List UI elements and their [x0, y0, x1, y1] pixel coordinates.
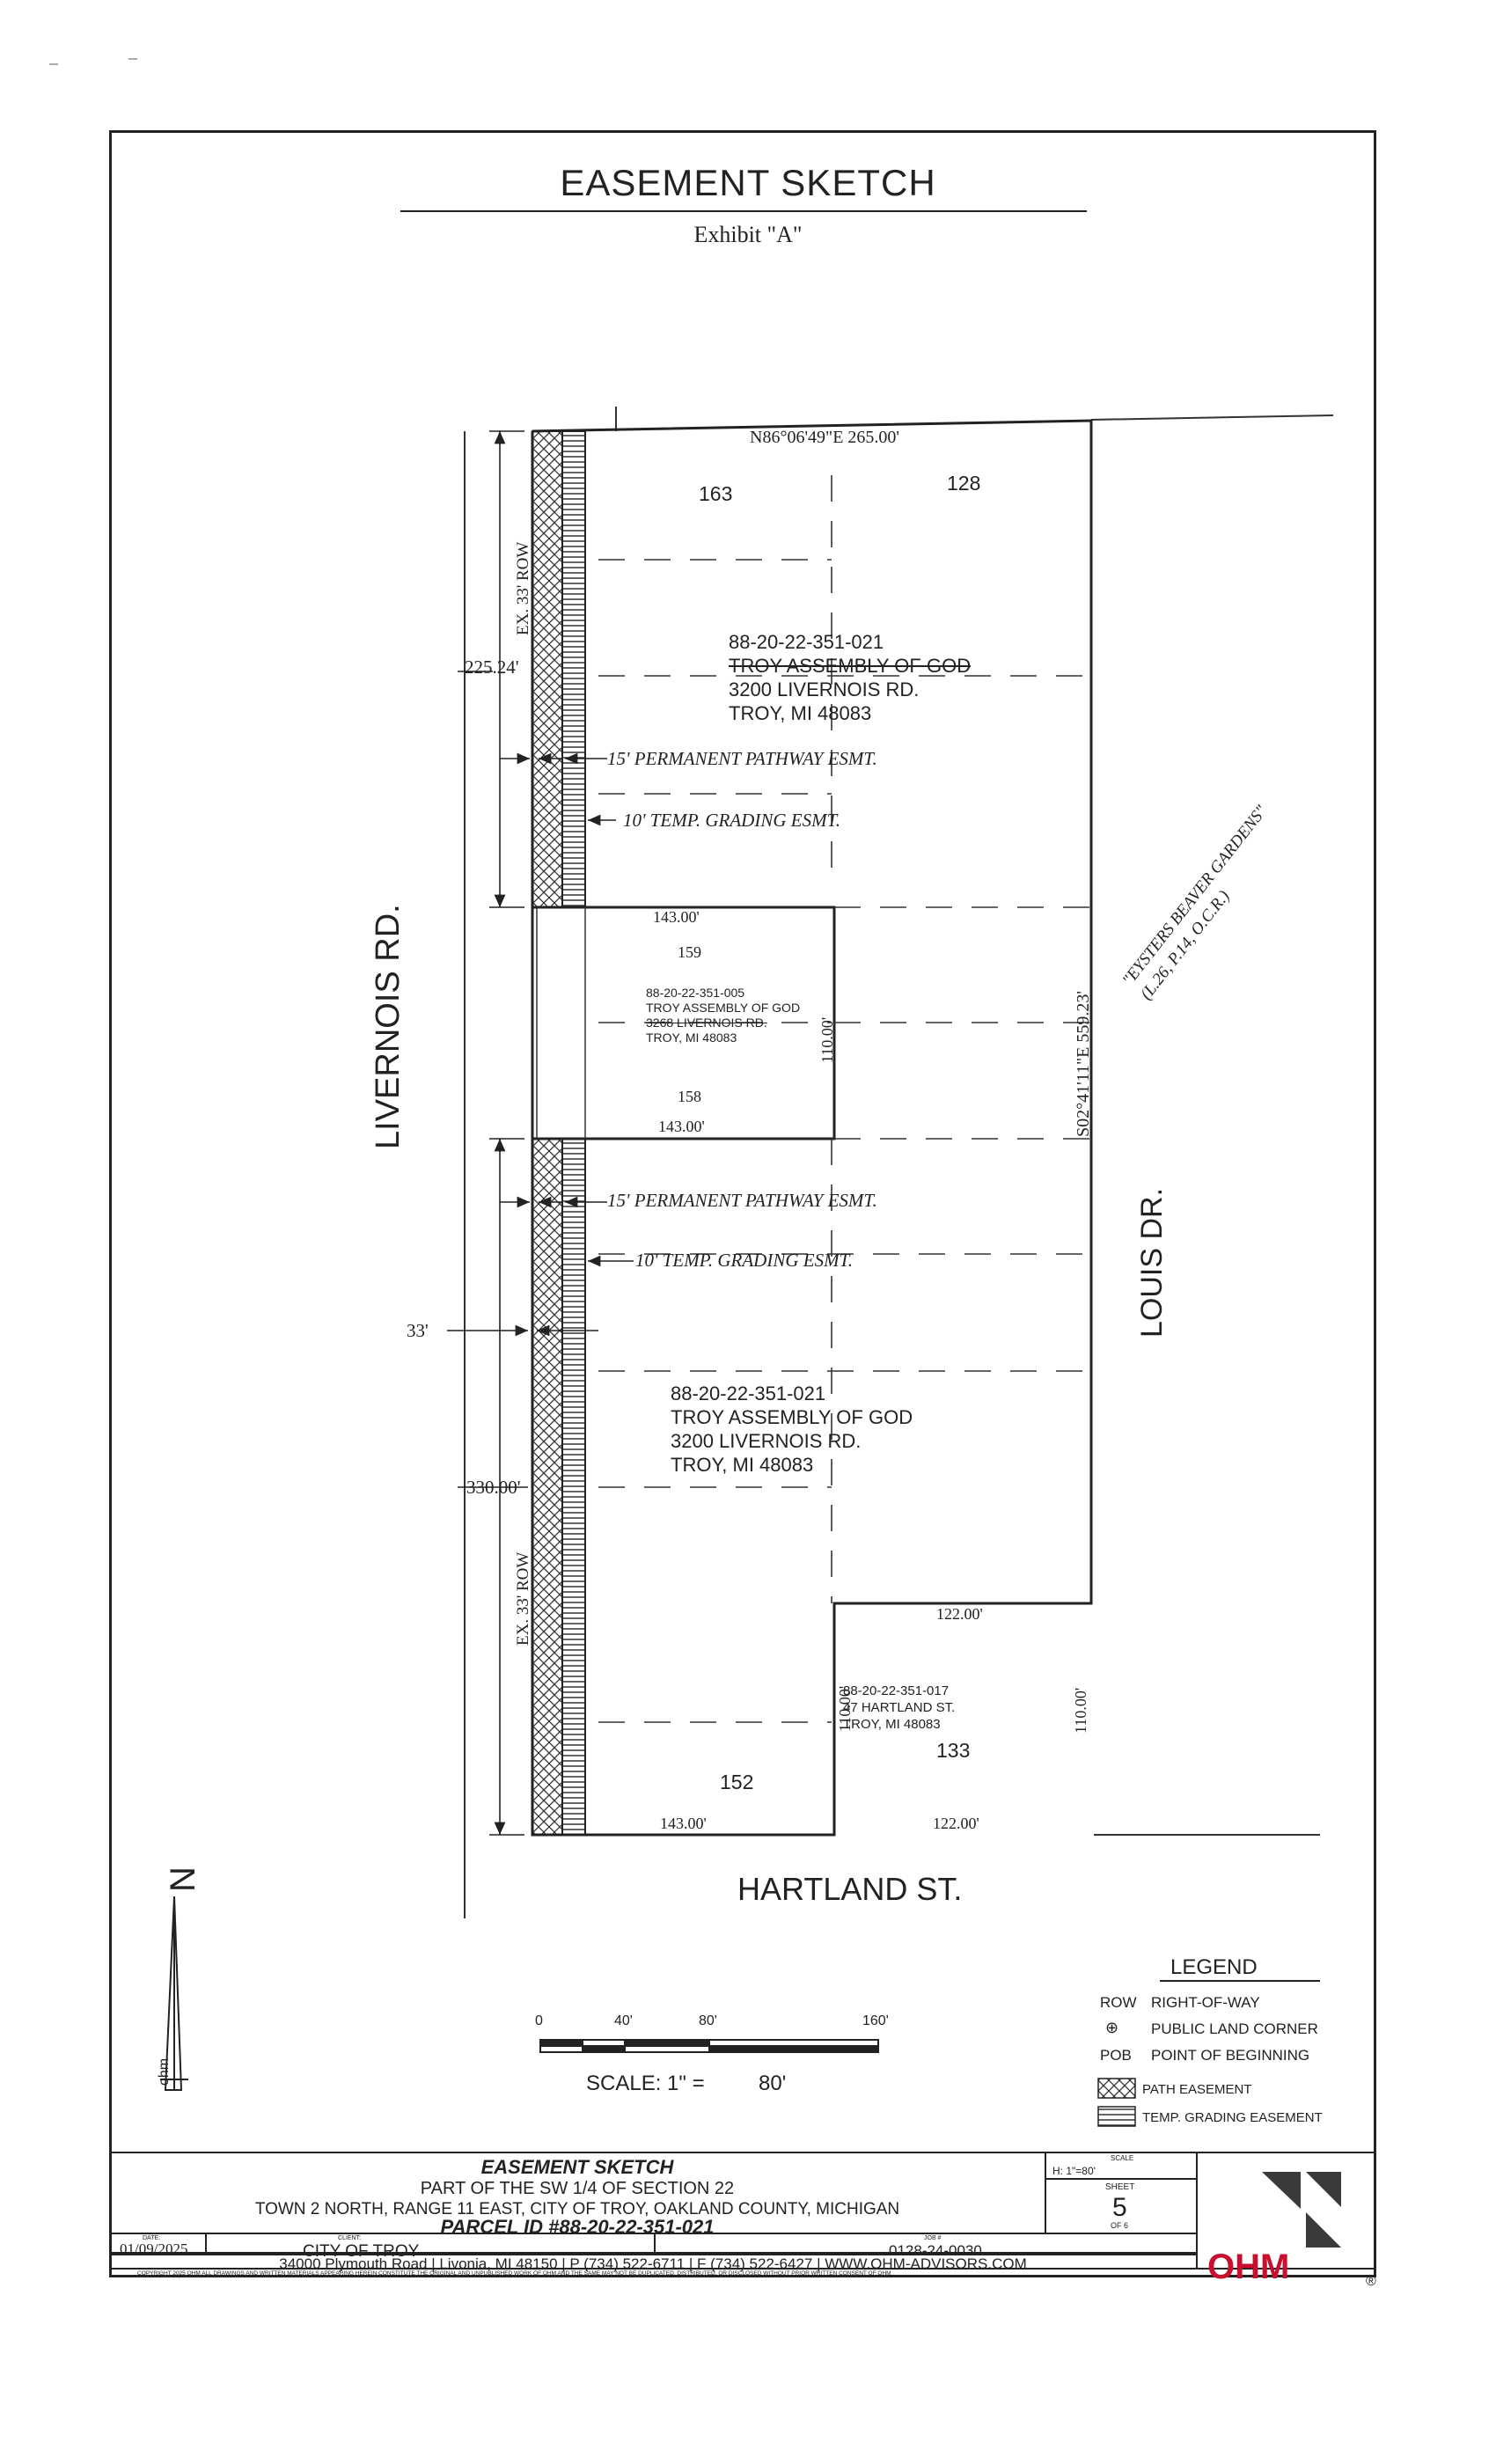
scale-label: SCALE: 1" = — [586, 2072, 705, 2095]
parcel-address: 3200 LIVERNOIS RD. — [671, 1430, 862, 1452]
parcel-city: TROY, MI 48083 — [843, 1717, 941, 1732]
ex-row-upper: EX. 33' ROW — [514, 541, 532, 635]
parcel-address: 3268 LIVERNOIS RD. — [646, 1016, 767, 1030]
dim-se-top: 122.00' — [936, 1605, 983, 1623]
lot-number: 163 — [699, 482, 733, 505]
tb-client-label: CLIENT: — [338, 2235, 362, 2241]
parcel-id: 88-20-22-351-021 — [671, 1382, 826, 1404]
tb-job-label: JOB # — [924, 2235, 942, 2241]
tb-sheet-of: OF 6 — [1111, 2221, 1129, 2230]
scale-bar — [540, 2040, 878, 2052]
lot-number: 159 — [678, 943, 701, 961]
scale-tick-160: 160' — [862, 2013, 889, 2028]
temp-easement-lower-label: 10' TEMP. GRADING ESMT. — [635, 1250, 853, 1271]
dim-mid-top: 143.00' — [653, 908, 700, 926]
dim-upper-row: 225.24' — [465, 656, 519, 678]
parcel-id: 88-20-22-351-005 — [646, 986, 745, 1000]
scale-value: 80' — [759, 2072, 787, 2095]
tb-line2: TOWN 2 NORTH, RANGE 11 EAST, CITY OF TROY, OAKLAND COUNTY, MICHIGAN — [254, 2200, 900, 2218]
tb-client: CITY OF TROY — [303, 2242, 420, 2261]
tb-job: 0128-24-0030 — [889, 2242, 982, 2259]
grading-easement-lower — [562, 1139, 585, 1835]
parcel-address: 47 HARTLAND ST. — [843, 1700, 956, 1715]
ohm-logo-text: OHM — [1207, 2248, 1290, 2286]
scale-tick-0: 0 — [535, 2013, 543, 2028]
street-louis: LOUIS DR. — [1135, 1187, 1169, 1338]
tb-parcel-id: PARCEL ID #88-20-22-351-021 — [440, 2216, 715, 2238]
parcel-mid — [646, 986, 800, 1045]
perm-easement-lower-label: 15' PERMANENT PATHWAY ESMT. — [607, 1190, 877, 1211]
legend-text-path: PATH EASEMENT — [1142, 2082, 1252, 2097]
dim-se-left: 110.00' — [836, 1685, 854, 1732]
perm-easement-upper-label: 15' PERMANENT PATHWAY ESMT. — [607, 748, 877, 769]
parcel-id: 88-20-22-351-021 — [729, 631, 884, 653]
registered-mark: ® — [1366, 2274, 1376, 2289]
legend-key-row: ROW — [1100, 1994, 1137, 2011]
east-line-bearing: S02°41'11"E 559.23' — [1074, 991, 1093, 1137]
parcel-address: 3200 LIVERNOIS RD. — [729, 678, 920, 700]
legend-text-plc: PUBLIC LAND CORNER — [1151, 2020, 1318, 2037]
dim-mid-depth: 110.00' — [818, 1016, 836, 1063]
ohm-logo-mark — [1262, 2172, 1341, 2248]
legend-text-pob: POINT OF BEGINNING — [1151, 2047, 1310, 2064]
path-easement-upper — [532, 431, 562, 907]
parcel-id: 88-20-22-351-017 — [843, 1683, 950, 1698]
scale-tick-40: 40' — [614, 2013, 633, 2028]
sheet-title: EASEMENT SKETCH — [560, 162, 936, 203]
dim-mid-bottom: 143.00' — [658, 1118, 705, 1135]
tb-sheet-label: SHEET — [1105, 2182, 1135, 2192]
legend-text-grading: TEMP. GRADING EASEMENT — [1142, 2110, 1323, 2125]
temp-easement-upper-label: 10' TEMP. GRADING ESMT. — [623, 810, 840, 831]
parcel-owner: TROY ASSEMBLY OF GOD — [729, 655, 972, 677]
parcel-city: TROY, MI 48083 — [671, 1454, 814, 1476]
ex-row-lower: EX. 33' ROW — [514, 1551, 532, 1646]
tb-scale-value: H: 1"=80' — [1052, 2165, 1096, 2177]
legend-title: LEGEND — [1170, 1955, 1258, 1979]
parcel-owner: TROY ASSEMBLY OF GOD — [646, 1001, 801, 1015]
parcel-south — [671, 1382, 913, 1477]
parcel-owner: TROY ASSEMBLY OF GOD — [671, 1406, 913, 1428]
lot-number: 133 — [936, 1739, 971, 1762]
tb-title: EASEMENT SKETCH — [480, 2156, 674, 2178]
street-livernois: LIVERNOIS RD. — [370, 904, 407, 1149]
lot-number: 158 — [678, 1088, 701, 1105]
parcel-city: TROY, MI 48083 — [729, 702, 872, 724]
path-easement-swatch — [1098, 2079, 1135, 2098]
tb-copyright: COPYRIGHT 2025 OHM ALL DRAWINGS AND WRITTEN MATERIALS APPEARING HEREIN CONSTITUTE THE ORIGINAL AND UNPUBLISHED WORK OF OHM AND THE SAME MAY NOT BE DUPLICATED, DISTRIBUTED, OR DISCLOSED WITHOUT PRIOR WRITTEN CONSENT OF OHM — [137, 2270, 891, 2277]
tb-date-label: DATE: — [143, 2235, 161, 2241]
lot-number: 128 — [947, 472, 981, 495]
dim-se-right: 110.00' — [1072, 1687, 1089, 1734]
legend-text-row: RIGHT-OF-WAY — [1151, 1994, 1260, 2011]
tb-sheet-number: 5 — [1112, 2193, 1127, 2222]
dim-bottom-left: 143.00' — [660, 1815, 707, 1832]
parcel-city: TROY, MI 48083 — [646, 1030, 737, 1045]
scale-tick-80: 80' — [699, 2013, 717, 2028]
path-easement-lower — [532, 1139, 562, 1835]
grading-easement-swatch — [1098, 2107, 1135, 2126]
north-label: N — [164, 1866, 202, 1892]
exhibit-label: Exhibit "A" — [693, 222, 803, 247]
parcel-se — [843, 1683, 955, 1733]
tb-address: 34000 Plymouth Road | Livonia, MI 48150 | P (734) 522-6711 | F (734) 522-6427 | WWW.OHM-ADVISORS.COM — [279, 2255, 1027, 2272]
parcel-north — [729, 630, 971, 725]
dim-lower-row: 330.00' — [466, 1477, 521, 1498]
north-line-bearing: N86°06'49"E 265.00' — [750, 428, 900, 447]
tb-scale-label: SCALE — [1111, 2154, 1134, 2162]
north-arrow-brand: ohm — [157, 2057, 172, 2086]
dim-row-width: 33' — [407, 1320, 429, 1341]
grading-easement-upper — [562, 431, 585, 907]
public-land-corner-icon: ⊕ — [1105, 2019, 1119, 2036]
subdivision-note: "EYSTERS BEAVER GARDENS" (L.26, P.14, O.C.R.) — [1118, 802, 1272, 1004]
tb-date: 01/09/2025 — [120, 2240, 188, 2257]
dim-bottom-right: 122.00' — [933, 1815, 979, 1832]
lot-number: 152 — [720, 1771, 754, 1793]
tb-line1: PART OF THE SW 1/4 OF SECTION 22 — [420, 2179, 735, 2198]
legend-key-pob: POB — [1100, 2047, 1132, 2064]
street-hartland: HARTLAND ST. — [737, 1871, 963, 1907]
